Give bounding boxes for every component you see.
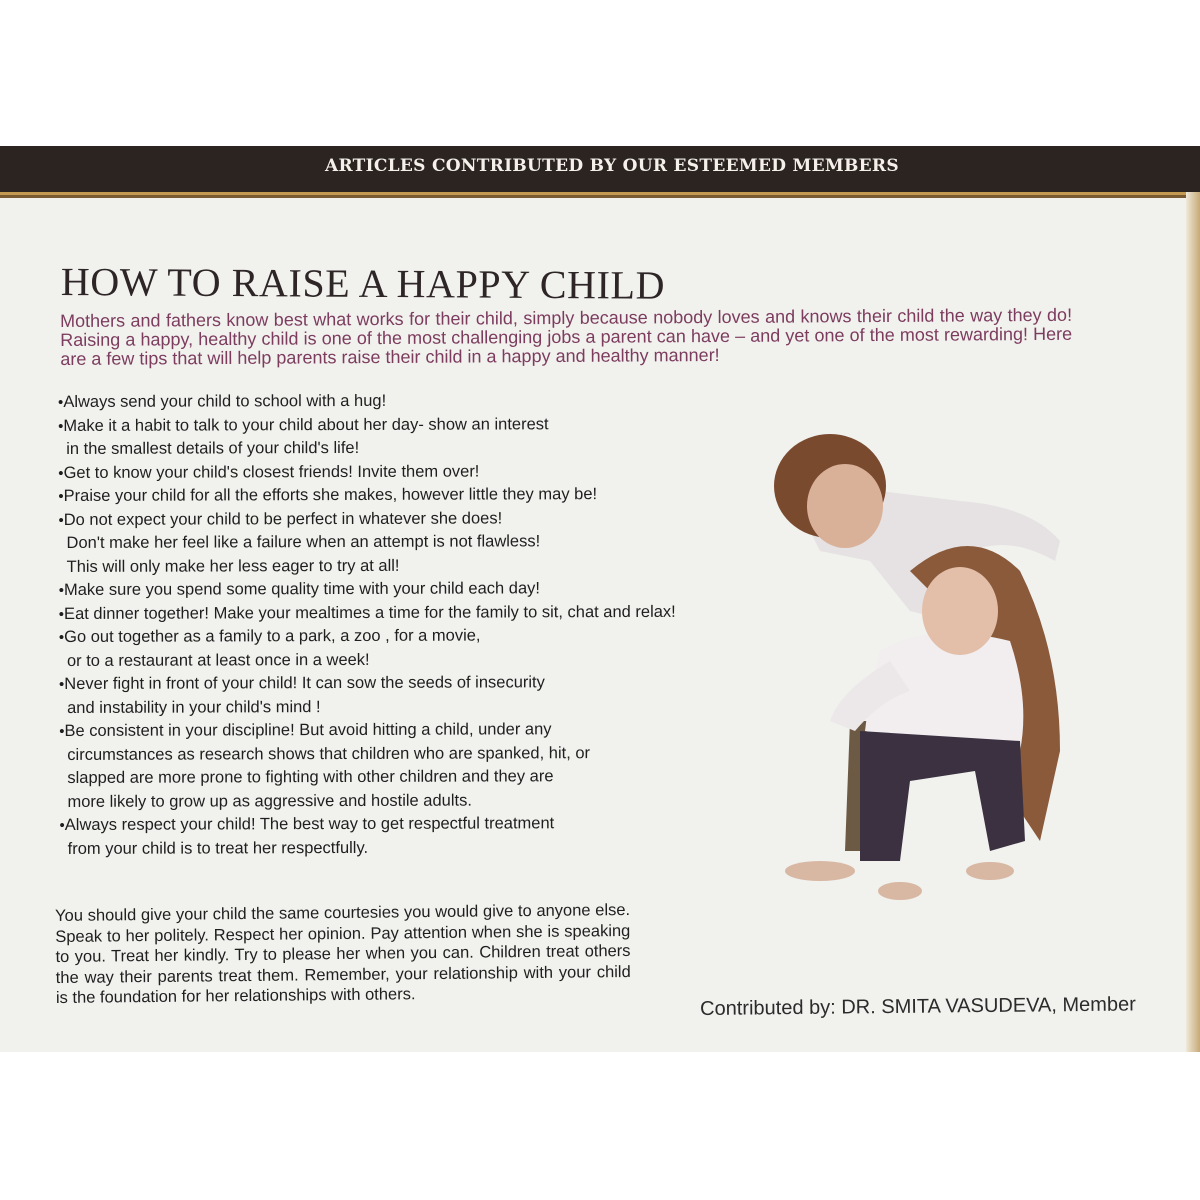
girl-trousers (860, 731, 1025, 861)
tip-text: circumstances as research shows that children who are spanked, hit, or (67, 743, 591, 764)
tip-item (58, 412, 778, 438)
magazine-page (0, 146, 1200, 1052)
tip-item (59, 717, 779, 743)
foot (785, 861, 855, 881)
contributor-credit: Contributed by: DR. SMITA VASUDEVA, Member (700, 993, 1136, 1020)
children-photo (760, 421, 1080, 921)
tip-item (58, 482, 778, 508)
tip-item (58, 459, 778, 485)
bullet-icon: • (58, 464, 64, 482)
tip-item-continuation (59, 694, 779, 720)
tip-text: slapped are more prone to fighting with other children and they are (67, 767, 554, 787)
page-edge (1186, 192, 1200, 1052)
tip-item-continuation (59, 788, 779, 814)
article-intro: Mothers and fathers know best what works for their child, simply because nobody loves and knows their child the way they do! Raising a happy, healthy child is one of the most challenging jobs a parent can have – and yet one of the most rewarding! Here are a few tips that will help parents raise their child in a happy and healthy manner! (59, 304, 1073, 369)
tip-item (59, 600, 779, 626)
tip-text: Go out together as a family to a park, a zoo , for a movie, (64, 626, 481, 646)
tip-item (59, 670, 779, 696)
closing-paragraph: You should give your child the same courtesies you would give to anyone else. Speak to her politely. Respect her opinion. Pay attention when she is speaking to you. Treat her kindly. Try to please her when you can. Children treat others the way their parents treat them. Remember, your relationship with your child is the foundation for her relationships with others. (55, 900, 631, 1007)
tip-item-continuation (58, 435, 778, 461)
tip-item-continuation (58, 529, 778, 555)
tip-item-continuation (59, 764, 779, 790)
banner-text: ARTICLES CONTRIBUTED BY OUR ESTEEMED MEMBERS (325, 156, 899, 176)
bullet-icon: • (58, 417, 64, 435)
tip-text: or to a restaurant at least once in a week! (66, 650, 370, 670)
girl-face (922, 567, 998, 655)
bullet-icon: • (58, 581, 64, 599)
bullet-icon: • (58, 675, 65, 693)
tip-item (59, 811, 779, 837)
tip-item (58, 506, 778, 532)
foot (878, 882, 922, 900)
bullet-icon: • (58, 393, 64, 411)
tip-text: Always send your child to school with a hug! (63, 391, 387, 411)
bullet-icon: • (58, 628, 65, 646)
tip-text: Be consistent in your discipline! But avoid hitting a child, under any (64, 720, 552, 740)
bullet-icon: • (58, 487, 64, 505)
article-title: HOW TO RAISE A HAPPY CHILD (60, 259, 666, 308)
section-banner (0, 146, 1200, 195)
tip-item-continuation (59, 647, 779, 673)
foot (966, 862, 1014, 880)
tip-item-continuation (59, 553, 779, 579)
tip-text: Make sure you spend some quality time with your child each day! (63, 579, 540, 599)
tip-text: from your child is to treat her respectfully. (67, 838, 369, 858)
tip-text: Make it a habit to talk to your child about her day- show an interest (63, 414, 549, 435)
bullet-icon: • (59, 722, 65, 740)
tip-item (58, 388, 778, 414)
tip-text: more likely to grow up as aggressive and hostile adults. (67, 791, 472, 811)
tips-list (58, 388, 780, 861)
boy-face (807, 464, 883, 548)
tip-item-continuation (59, 741, 779, 767)
tip-item (59, 576, 779, 602)
tip-text: Always respect your child! The best way to get respectful treatment (64, 814, 555, 834)
tip-text: Do not expect your child to be perfect in whatever she does! (63, 508, 503, 529)
tip-text: Eat dinner together! Make your mealtimes a time for the family to sit, chat and relax! (64, 602, 676, 623)
tip-item-continuation (60, 835, 780, 861)
tip-text: and instability in your child's mind ! (67, 697, 321, 717)
tip-item (59, 623, 779, 649)
tip-text: in the smallest details of your child's life! (66, 438, 360, 458)
tip-text: Don't make her feel like a failure when an attempt is not flawless! (66, 532, 541, 552)
bullet-icon: • (59, 816, 65, 834)
tip-text: Never fight in front of your child! It can sow the seeds of insecurity (64, 673, 545, 693)
tip-text: Praise your child for all the efforts she makes, however little they may be! (63, 485, 598, 505)
bullet-icon: • (58, 511, 64, 529)
tip-text: This will only make her less eager to try at all! (66, 556, 400, 576)
bullet-icon: • (58, 605, 65, 623)
tip-text: Get to know your child's closest friends! Invite them over! (63, 462, 480, 482)
